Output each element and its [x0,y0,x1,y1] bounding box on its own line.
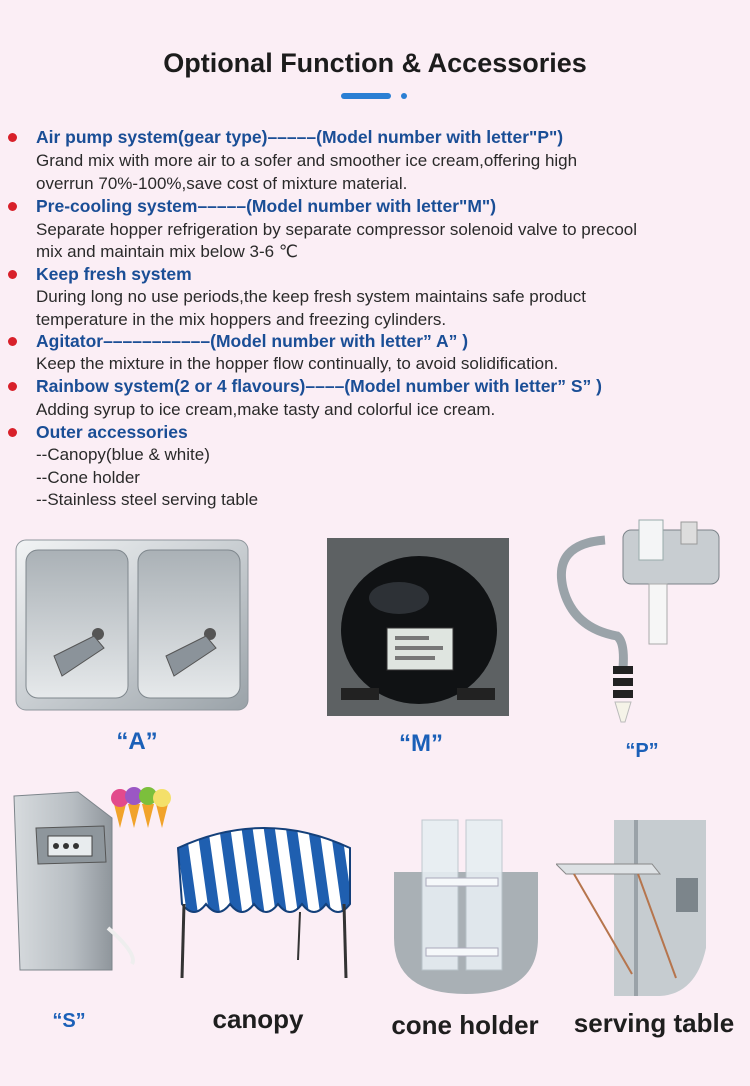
bullet-icon [8,133,17,142]
cone-holder-image [392,818,540,996]
caption-canopy: canopy [212,1004,304,1034]
caption-m: “M” [399,730,443,757]
feature-text: temperature in the mix hoppers and freezing cylinders. [36,310,447,329]
underline-bar [341,93,391,99]
bullet-icon [8,382,17,391]
feature-heading: Keep fresh system [36,264,192,284]
feature-text: Separate hopper refrigeration by separate compressor solenoid valve to precool [36,220,638,239]
page-title: Optional Function & Accessories [163,48,587,78]
feature-text: overrun 70%-100%,save cost of mixture material. [36,174,408,193]
bullet-icon [8,202,17,211]
feature-text: Keep the mixture in the hopper flow continually, to avoid solidification. [36,354,559,373]
caption-a: “A” [116,728,158,755]
feature-text: --Cone holder [36,468,140,487]
canopy-image [172,808,356,988]
air-pump-image [545,518,725,730]
feature-heading: Air pump system(gear type)–––––(Model number with letter"P") [36,127,564,147]
feature-heading: Outer accessories [36,422,188,442]
bullet-icon [8,270,17,279]
feature-text: Adding syrup to ice cream,make tasty and colorful ice cream. [36,400,496,419]
serving-table-image [556,818,716,1000]
bullet-icon [8,428,17,437]
caption-serving-table: serving table [573,1008,735,1038]
feature-text: During long no use periods,the keep fresh system maintains safe product [36,287,586,306]
agitator-hopper-image [14,536,250,716]
bullet-icon [8,337,17,346]
feature-heading: Agitator–––––––––––(Model number with letter” A” ) [36,331,469,351]
feature-text: Grand mix with more air to a sofer and smoother ice cream,offering high [36,151,578,170]
caption-s: “S” [52,1010,86,1032]
caption-cone-holder: cone holder [391,1010,539,1040]
feature-text: --Canopy(blue & white) [36,445,210,464]
underline-dot [401,93,407,99]
compressor-image [327,538,509,716]
feature-text: mix and maintain mix below 3-6 ℃ [36,242,298,261]
rainbow-system-image [8,778,198,976]
caption-p: “P” [625,740,659,762]
feature-text: --Stainless steel serving table [36,490,259,509]
feature-heading: Rainbow system(2 or 4 flavours)––––(Model number with letter” S” ) [36,376,602,396]
feature-heading: Pre-cooling system–––––(Model number with letter"M") [36,196,497,216]
